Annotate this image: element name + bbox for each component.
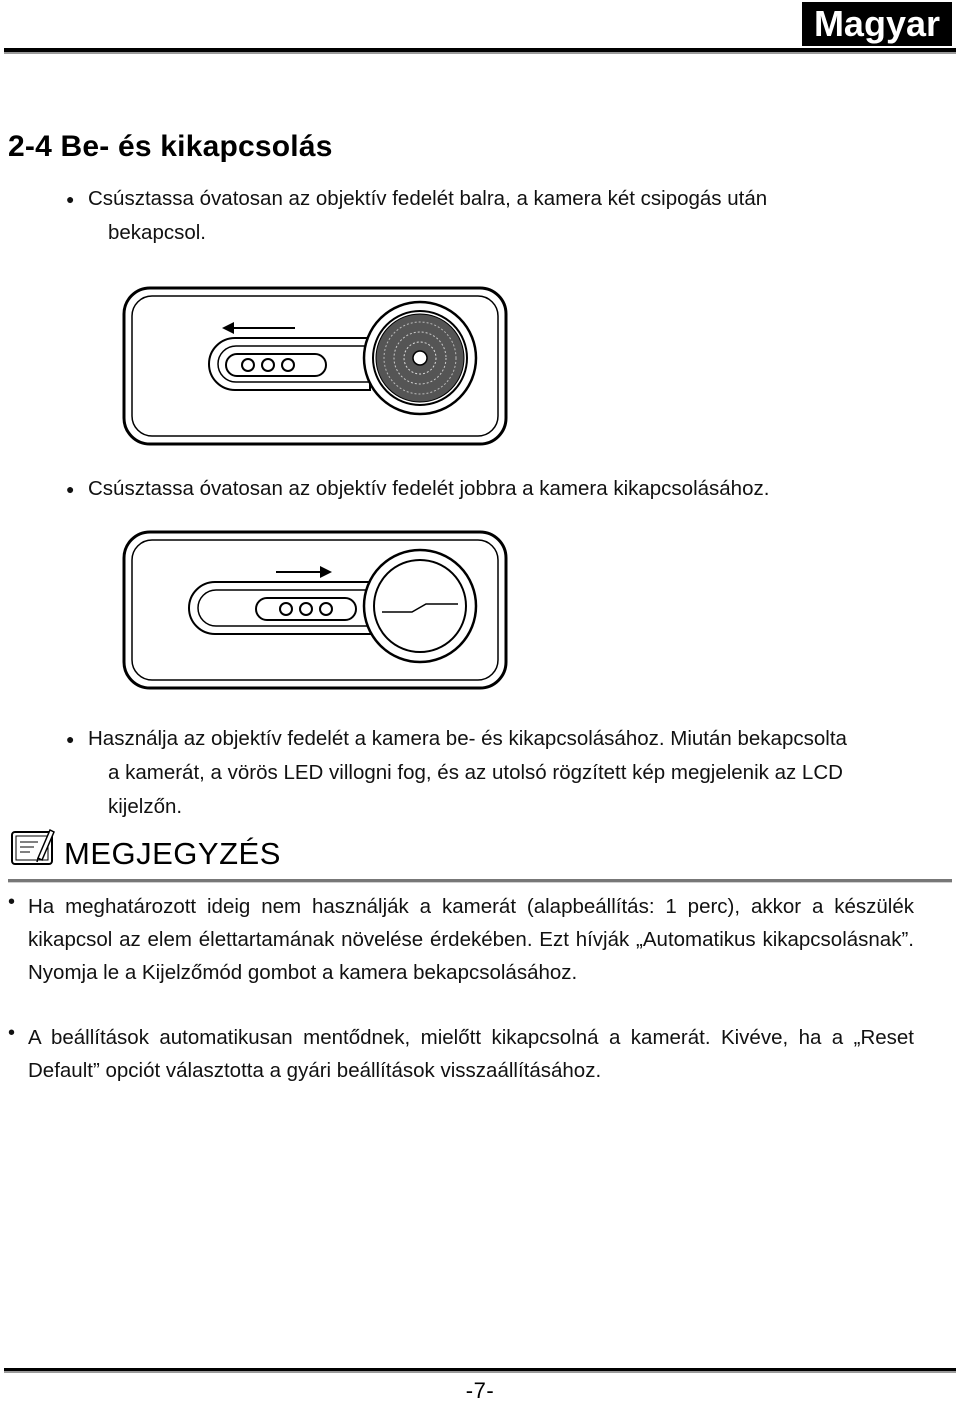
language-badge: Magyar	[802, 2, 952, 46]
bullet-dot-icon: ●	[66, 481, 75, 497]
note-item-text: Ha meghatározott ideig nem használják a kamerát (alapbeállítás: 1 perc), akkor a készülék kikapcsol az elem élettartamának növelése érdekében. Ezt hívják „Automatikus kikapcsolásnak”. Nyomja le a Kijelzőmód gombot a kamera bekapcsolásához.	[28, 895, 914, 984]
bullet-dot-icon: •	[8, 1022, 16, 1044]
section-title: 2-4 Be- és kikapcsolás	[8, 130, 333, 163]
bullet-text-line: Csúsztassa óvatosan az objektív fedelét balra, a kamera két csipogás után	[88, 187, 768, 210]
bullet-text-line: bekapcsol.	[108, 221, 207, 244]
bottom-divider	[4, 1368, 956, 1371]
bullet-dot-icon: •	[8, 891, 16, 913]
note-item-text: A beállítások automatikusan mentődnek, mielőtt kikapcsolná a kamerát. Kivéve, ha a „Reset Default” opciót választotta a gyári beállítások visszaállításához.	[28, 1026, 914, 1082]
bullet-text-line: kijelzőn.	[108, 795, 183, 818]
note-pad-icon	[8, 822, 56, 870]
arrow-right-icon	[276, 566, 332, 578]
bullet-item-power-on	[66, 182, 940, 250]
lens-cover-open-figure	[120, 286, 510, 446]
page-number: -7-	[465, 1378, 495, 1403]
bullet-text-line: Csúsztassa óvatosan az objektív fedelét jobbra a kamera kikapcsolásához.	[88, 477, 770, 500]
arrow-left-icon	[222, 322, 295, 334]
bullet-item-power-off	[66, 472, 940, 506]
top-divider	[4, 48, 956, 52]
bullet-item-usage	[66, 722, 940, 824]
note-divider	[8, 879, 952, 883]
note-item-settings-saved	[8, 1021, 914, 1087]
bullet-dot-icon: ●	[66, 731, 75, 747]
note-heading: MEGJEGYZÉS	[64, 836, 281, 871]
lens-cover-closed-figure	[120, 530, 510, 690]
bullet-text-line: a kamerát, a vörös LED villogni fog, és az utolsó rögzített kép megjelenik az LCD	[108, 761, 843, 784]
bullet-text-line: Használja az objektív fedelét a kamera be- és kikapcsolásához. Miután bekapcsolta	[88, 727, 847, 750]
note-item-auto-off	[8, 890, 914, 989]
bullet-dot-icon: ●	[66, 191, 75, 207]
